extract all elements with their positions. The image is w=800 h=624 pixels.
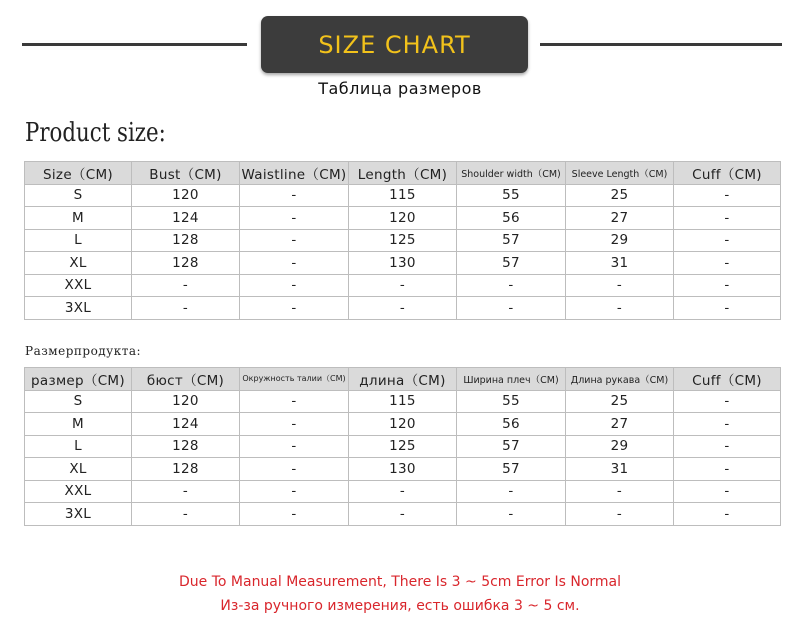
- table-cell: -: [240, 229, 349, 252]
- table-cell: -: [674, 207, 781, 230]
- table-cell: 31: [566, 252, 674, 275]
- column-header-size: Size（CM): [25, 162, 132, 185]
- table-cell: -: [674, 413, 781, 436]
- table-cell: 57: [457, 458, 566, 481]
- table-cell: -: [566, 297, 674, 320]
- table-cell: 128: [132, 458, 240, 481]
- column-header-cuff: Cuff（CM): [674, 368, 781, 391]
- table-cell: XL: [25, 252, 132, 275]
- table-cell: -: [240, 274, 349, 297]
- column-header-waistline: Waistline（CM): [240, 162, 349, 185]
- table-cell: -: [349, 297, 457, 320]
- table-cell: 27: [566, 207, 674, 230]
- table-cell: -: [566, 480, 674, 503]
- page-subtitle: Таблица размеров: [318, 79, 482, 98]
- table-row: [25, 207, 781, 230]
- table-cell: L: [25, 435, 132, 458]
- table-cell: -: [674, 274, 781, 297]
- table-cell: 120: [349, 207, 457, 230]
- column-header-bust: бюст（CM): [132, 368, 240, 391]
- measurement-note-en: Due To Manual Measurement, There Is 3 ~ 5cm Error Is Normal: [179, 574, 621, 590]
- table-header-row: [25, 368, 781, 391]
- table-row: [25, 413, 781, 436]
- table-cell: -: [240, 413, 349, 436]
- table-cell: -: [349, 480, 457, 503]
- table-cell: 125: [349, 435, 457, 458]
- column-header-bust: Bust（CM): [132, 162, 240, 185]
- table-cell: -: [240, 207, 349, 230]
- table-cell: -: [674, 297, 781, 320]
- table-row: [25, 390, 781, 413]
- table-cell: 115: [349, 390, 457, 413]
- table-cell: 31: [566, 458, 674, 481]
- table-cell: -: [674, 480, 781, 503]
- measurement-note-ru: Из-за ручного измерения, есть ошибка 3 ~ 5 см.: [220, 598, 580, 614]
- table-row: [25, 435, 781, 458]
- table-cell: 124: [132, 413, 240, 436]
- column-header-shoulder-width: Shoulder width（CM): [457, 162, 566, 185]
- table-cell: -: [240, 184, 349, 207]
- table-cell: -: [240, 252, 349, 275]
- table-row: [25, 297, 781, 320]
- table-cell: -: [349, 503, 457, 526]
- table-cell: 25: [566, 184, 674, 207]
- table-cell: -: [674, 229, 781, 252]
- column-header-shoulder-width: Ширина плеч（CM): [457, 368, 566, 391]
- size-chart-badge: SIZE CHART: [261, 16, 528, 73]
- table-cell: -: [457, 274, 566, 297]
- table-cell: 128: [132, 435, 240, 458]
- column-header-length: Length（CM): [349, 162, 457, 185]
- column-header-sleeve-length: Длина рукава（CM): [566, 368, 674, 391]
- table-cell: XL: [25, 458, 132, 481]
- table-cell: 128: [132, 229, 240, 252]
- header-rule-left: [22, 43, 247, 46]
- table-cell: 120: [132, 184, 240, 207]
- table-cell: 55: [457, 390, 566, 413]
- table-cell: 29: [566, 229, 674, 252]
- column-header-sleeve-length: Sleeve Length（CM): [566, 162, 674, 185]
- table-cell: 27: [566, 413, 674, 436]
- table-row: [25, 274, 781, 297]
- size-table-ru: [24, 367, 781, 526]
- table-cell: -: [240, 390, 349, 413]
- table-cell: 56: [457, 413, 566, 436]
- table-cell: 25: [566, 390, 674, 413]
- table-cell: -: [674, 252, 781, 275]
- table-cell: 124: [132, 207, 240, 230]
- table-row: [25, 503, 781, 526]
- table-cell: -: [566, 503, 674, 526]
- table-cell: M: [25, 207, 132, 230]
- table-cell: 115: [349, 184, 457, 207]
- table-cell: 120: [132, 390, 240, 413]
- table-row: [25, 252, 781, 275]
- table-cell: 57: [457, 229, 566, 252]
- table-cell: 57: [457, 435, 566, 458]
- table-cell: S: [25, 184, 132, 207]
- table-cell: -: [240, 458, 349, 481]
- table-cell: 55: [457, 184, 566, 207]
- table-cell: -: [674, 435, 781, 458]
- table-cell: XXL: [25, 480, 132, 503]
- table-cell: -: [674, 390, 781, 413]
- product-size-title-ru: Размерпродукта:: [25, 344, 142, 358]
- table-cell: -: [240, 435, 349, 458]
- table-cell: M: [25, 413, 132, 436]
- table-cell: -: [132, 274, 240, 297]
- column-header-size: размер（CM): [25, 368, 132, 391]
- table-cell: -: [132, 297, 240, 320]
- column-header-waistline: Окружность талии（CM): [240, 368, 349, 391]
- table-cell: 130: [349, 458, 457, 481]
- table-row: [25, 458, 781, 481]
- table-cell: 56: [457, 207, 566, 230]
- table-cell: -: [674, 184, 781, 207]
- table-cell: -: [457, 480, 566, 503]
- table-cell: -: [240, 503, 349, 526]
- header-rule-right: [540, 43, 782, 46]
- table-cell: -: [349, 274, 457, 297]
- table-cell: 57: [457, 252, 566, 275]
- table-cell: -: [240, 480, 349, 503]
- table-header-row: [25, 162, 781, 185]
- table-cell: S: [25, 390, 132, 413]
- table-cell: XXL: [25, 274, 132, 297]
- table-cell: -: [240, 297, 349, 320]
- table-cell: -: [132, 480, 240, 503]
- table-cell: 3XL: [25, 503, 132, 526]
- column-header-cuff: Cuff（CM): [674, 162, 781, 185]
- column-header-length: длина（CM): [349, 368, 457, 391]
- table-cell: L: [25, 229, 132, 252]
- size-table-en: [24, 161, 781, 320]
- table-cell: 128: [132, 252, 240, 275]
- table-cell: -: [674, 503, 781, 526]
- table-cell: -: [457, 297, 566, 320]
- product-size-title: Product size:: [25, 118, 166, 148]
- table-cell: -: [457, 503, 566, 526]
- table-cell: 29: [566, 435, 674, 458]
- table-row: [25, 229, 781, 252]
- table-cell: -: [566, 274, 674, 297]
- table-cell: 120: [349, 413, 457, 436]
- table-cell: 125: [349, 229, 457, 252]
- table-row: [25, 184, 781, 207]
- table-cell: 130: [349, 252, 457, 275]
- table-row: [25, 480, 781, 503]
- table-cell: -: [132, 503, 240, 526]
- table-cell: 3XL: [25, 297, 132, 320]
- table-cell: -: [674, 458, 781, 481]
